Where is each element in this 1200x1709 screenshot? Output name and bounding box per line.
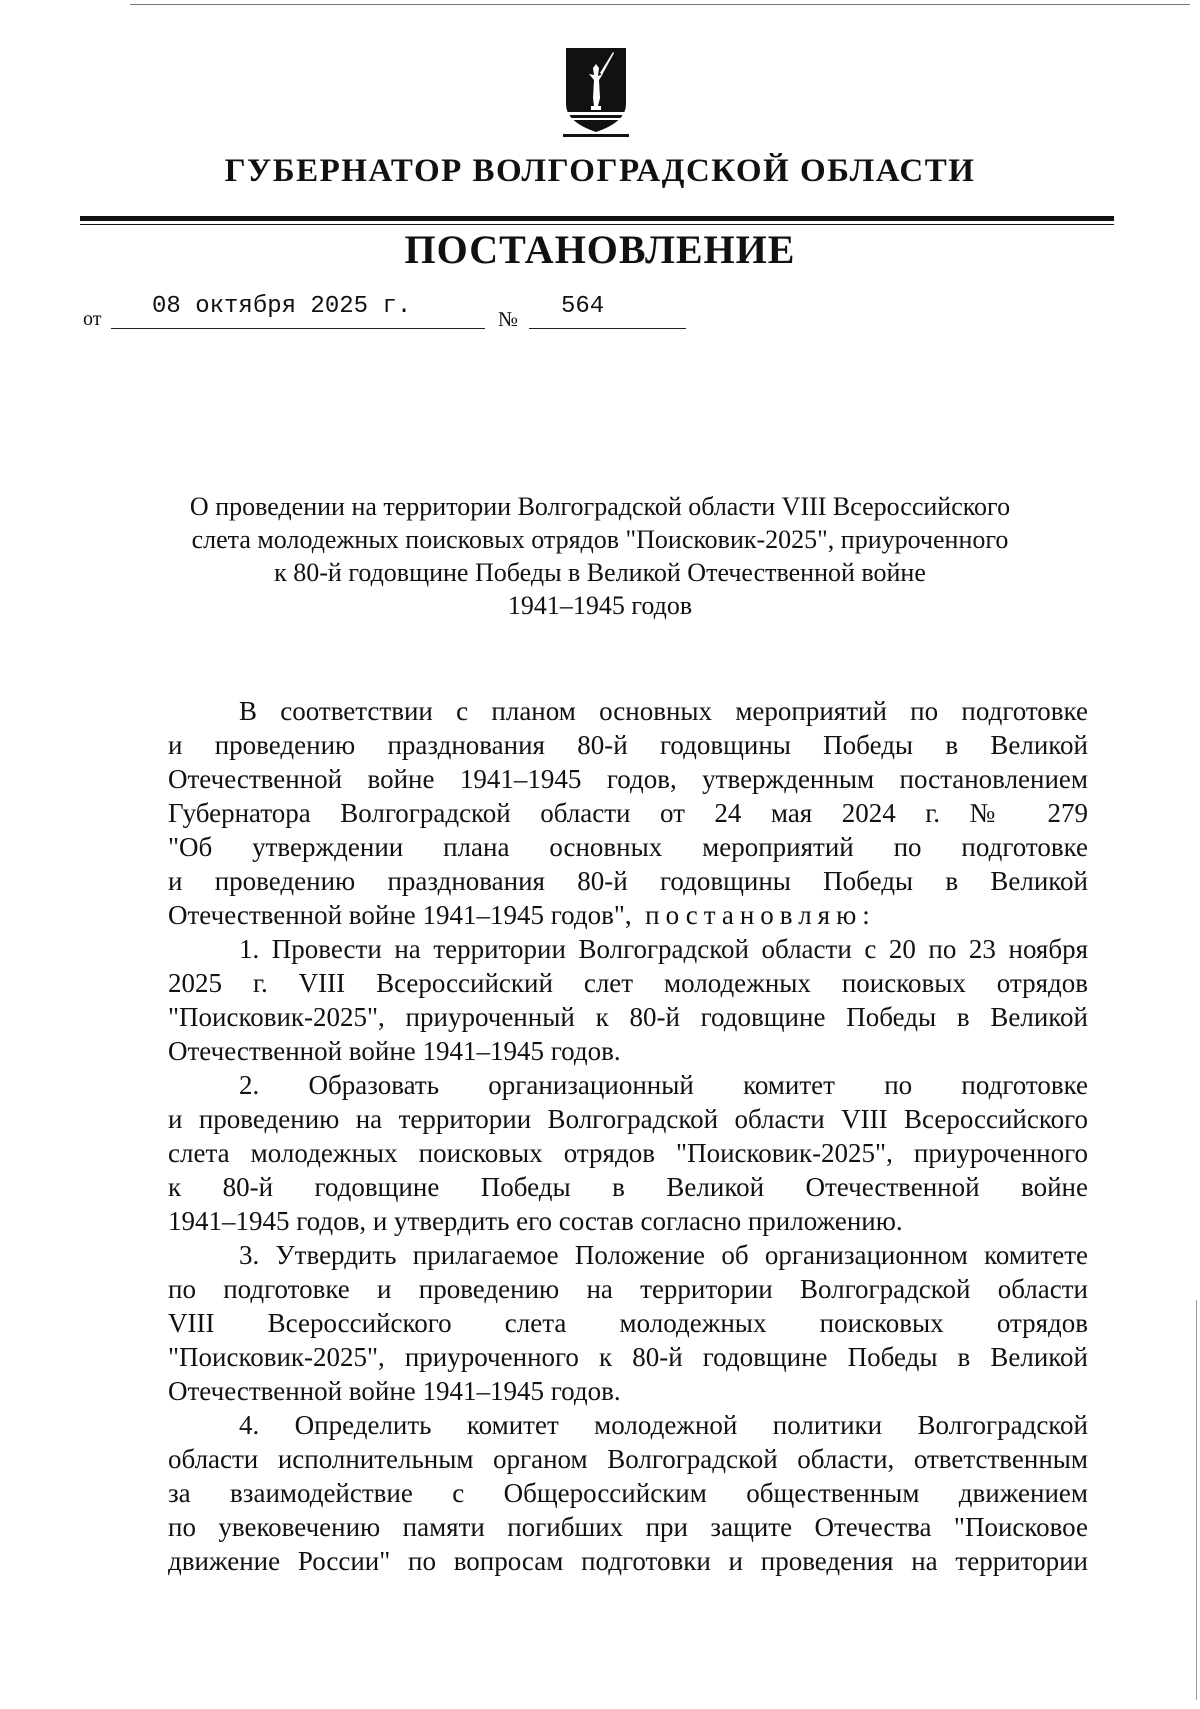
item-4-line: движение России" по вопросам подготовки и проведения на территории	[168, 1546, 1088, 1576]
item-3-line: Отечественной войне 1941–1945 годов.	[168, 1376, 621, 1406]
item-3-line: VIII Всероссийского слета молодежных поисковых отрядов	[168, 1308, 1088, 1338]
item-4-line: за взаимодействие с Общероссийским общественным движением	[168, 1478, 1088, 1508]
document-title	[140, 490, 1060, 622]
item-2-line: слета молодежных поисковых отрядов "Поисковик-2025", приуроченного	[168, 1138, 1088, 1168]
item-1-line: 1. Провести на территории Волгоградской области с 20 по 23 ноября	[239, 934, 1088, 964]
item-2-line: 2. Образовать организационный комитет по подготовке	[239, 1070, 1088, 1100]
item-4-line: по увековечению памяти погибших при защите Отечества "Поисковое	[168, 1512, 1088, 1542]
preamble-line: и проведению празднования 80-й годовщины Победы в Великой	[168, 866, 1088, 896]
header-rule-thick	[80, 216, 1114, 221]
preamble-last-line	[168, 898, 1088, 932]
scan-edge-line	[130, 4, 1190, 5]
item-1-line: 2025 г. VIII Всероссийский слет молодежных поисковых отрядов	[168, 968, 1088, 998]
title-line: 1941–1945 годов	[507, 591, 693, 620]
document-type-heading: ПОСТАНОВЛЕНИЕ	[404, 227, 796, 272]
item-2-line: и проведению на территории Волгоградской области VIII Всероссийского	[168, 1104, 1088, 1134]
title-line: к 80-й годовщине Победы в Великой Отечественной войне	[274, 558, 926, 587]
preamble-line: Губернатора Волгоградской области от 24 мая 2024 г. № 279	[168, 798, 1088, 828]
number-underline	[529, 328, 686, 329]
preamble-line: "Об утверждении плана основных мероприятий по подготовке	[168, 832, 1088, 862]
title-line: О проведении на территории Волгоградской области VIII Всероссийского	[189, 492, 1011, 521]
document-number: 564	[561, 293, 605, 320]
item-3-line: по подготовке и проведению на территории Волгоградской области	[168, 1274, 1088, 1304]
item-3-line: "Поисковик-2025", приуроченного к 80-й годовщине Победы в Великой	[168, 1342, 1088, 1372]
preamble-line: В соответствии с планом основных мероприятий по подготовке	[239, 696, 1088, 726]
item-4-line: 4. Определить комитет молодежной политики Волгоградской	[239, 1410, 1088, 1440]
coat-of-arms-emblem	[563, 46, 629, 139]
authority-heading: ГУБЕРНАТОР ВОЛГОГРАДСКОЙ ОБЛАСТИ	[224, 153, 976, 189]
document-body	[168, 694, 1088, 1578]
preamble-last-text: Отечественной войне 1941–1945 годов",	[168, 900, 632, 930]
number-label: №	[498, 307, 519, 331]
scan-edge-line	[1196, 1300, 1197, 1700]
document-date: 08 октября 2025 г.	[152, 293, 412, 320]
preamble-line: и проведению празднования 80-й годовщины Победы в Великой	[168, 730, 1088, 760]
date-prefix-label: от	[83, 308, 102, 330]
item-1-line: Отечественной войне 1941–1945 годов.	[168, 1036, 621, 1066]
item-3-line: 3. Утвердить прилагаемое Положение об организационном комитете	[239, 1240, 1088, 1270]
date-underline	[111, 328, 485, 329]
header-rule-thin	[80, 224, 1114, 225]
preamble-line: Отечественной войне 1941–1945 годов, утвержденным постановлением	[168, 764, 1088, 794]
title-line: слета молодежных поисковых отрядов "Поисковик-2025", приуроченного	[191, 525, 1009, 554]
item-2-line: к 80-й годовщине Победы в Великой Отечественной войне	[168, 1172, 1088, 1202]
item-2-line: 1941–1945 годов, и утвердить его состав согласно приложению.	[168, 1206, 903, 1236]
resolve-word: постановляю:	[645, 900, 876, 930]
item-4-line: области исполнительным органом Волгоградской области, ответственным	[168, 1444, 1088, 1474]
item-1-line: "Поисковик-2025", приуроченный к 80-й годовщине Победы в Великой	[168, 1002, 1088, 1032]
